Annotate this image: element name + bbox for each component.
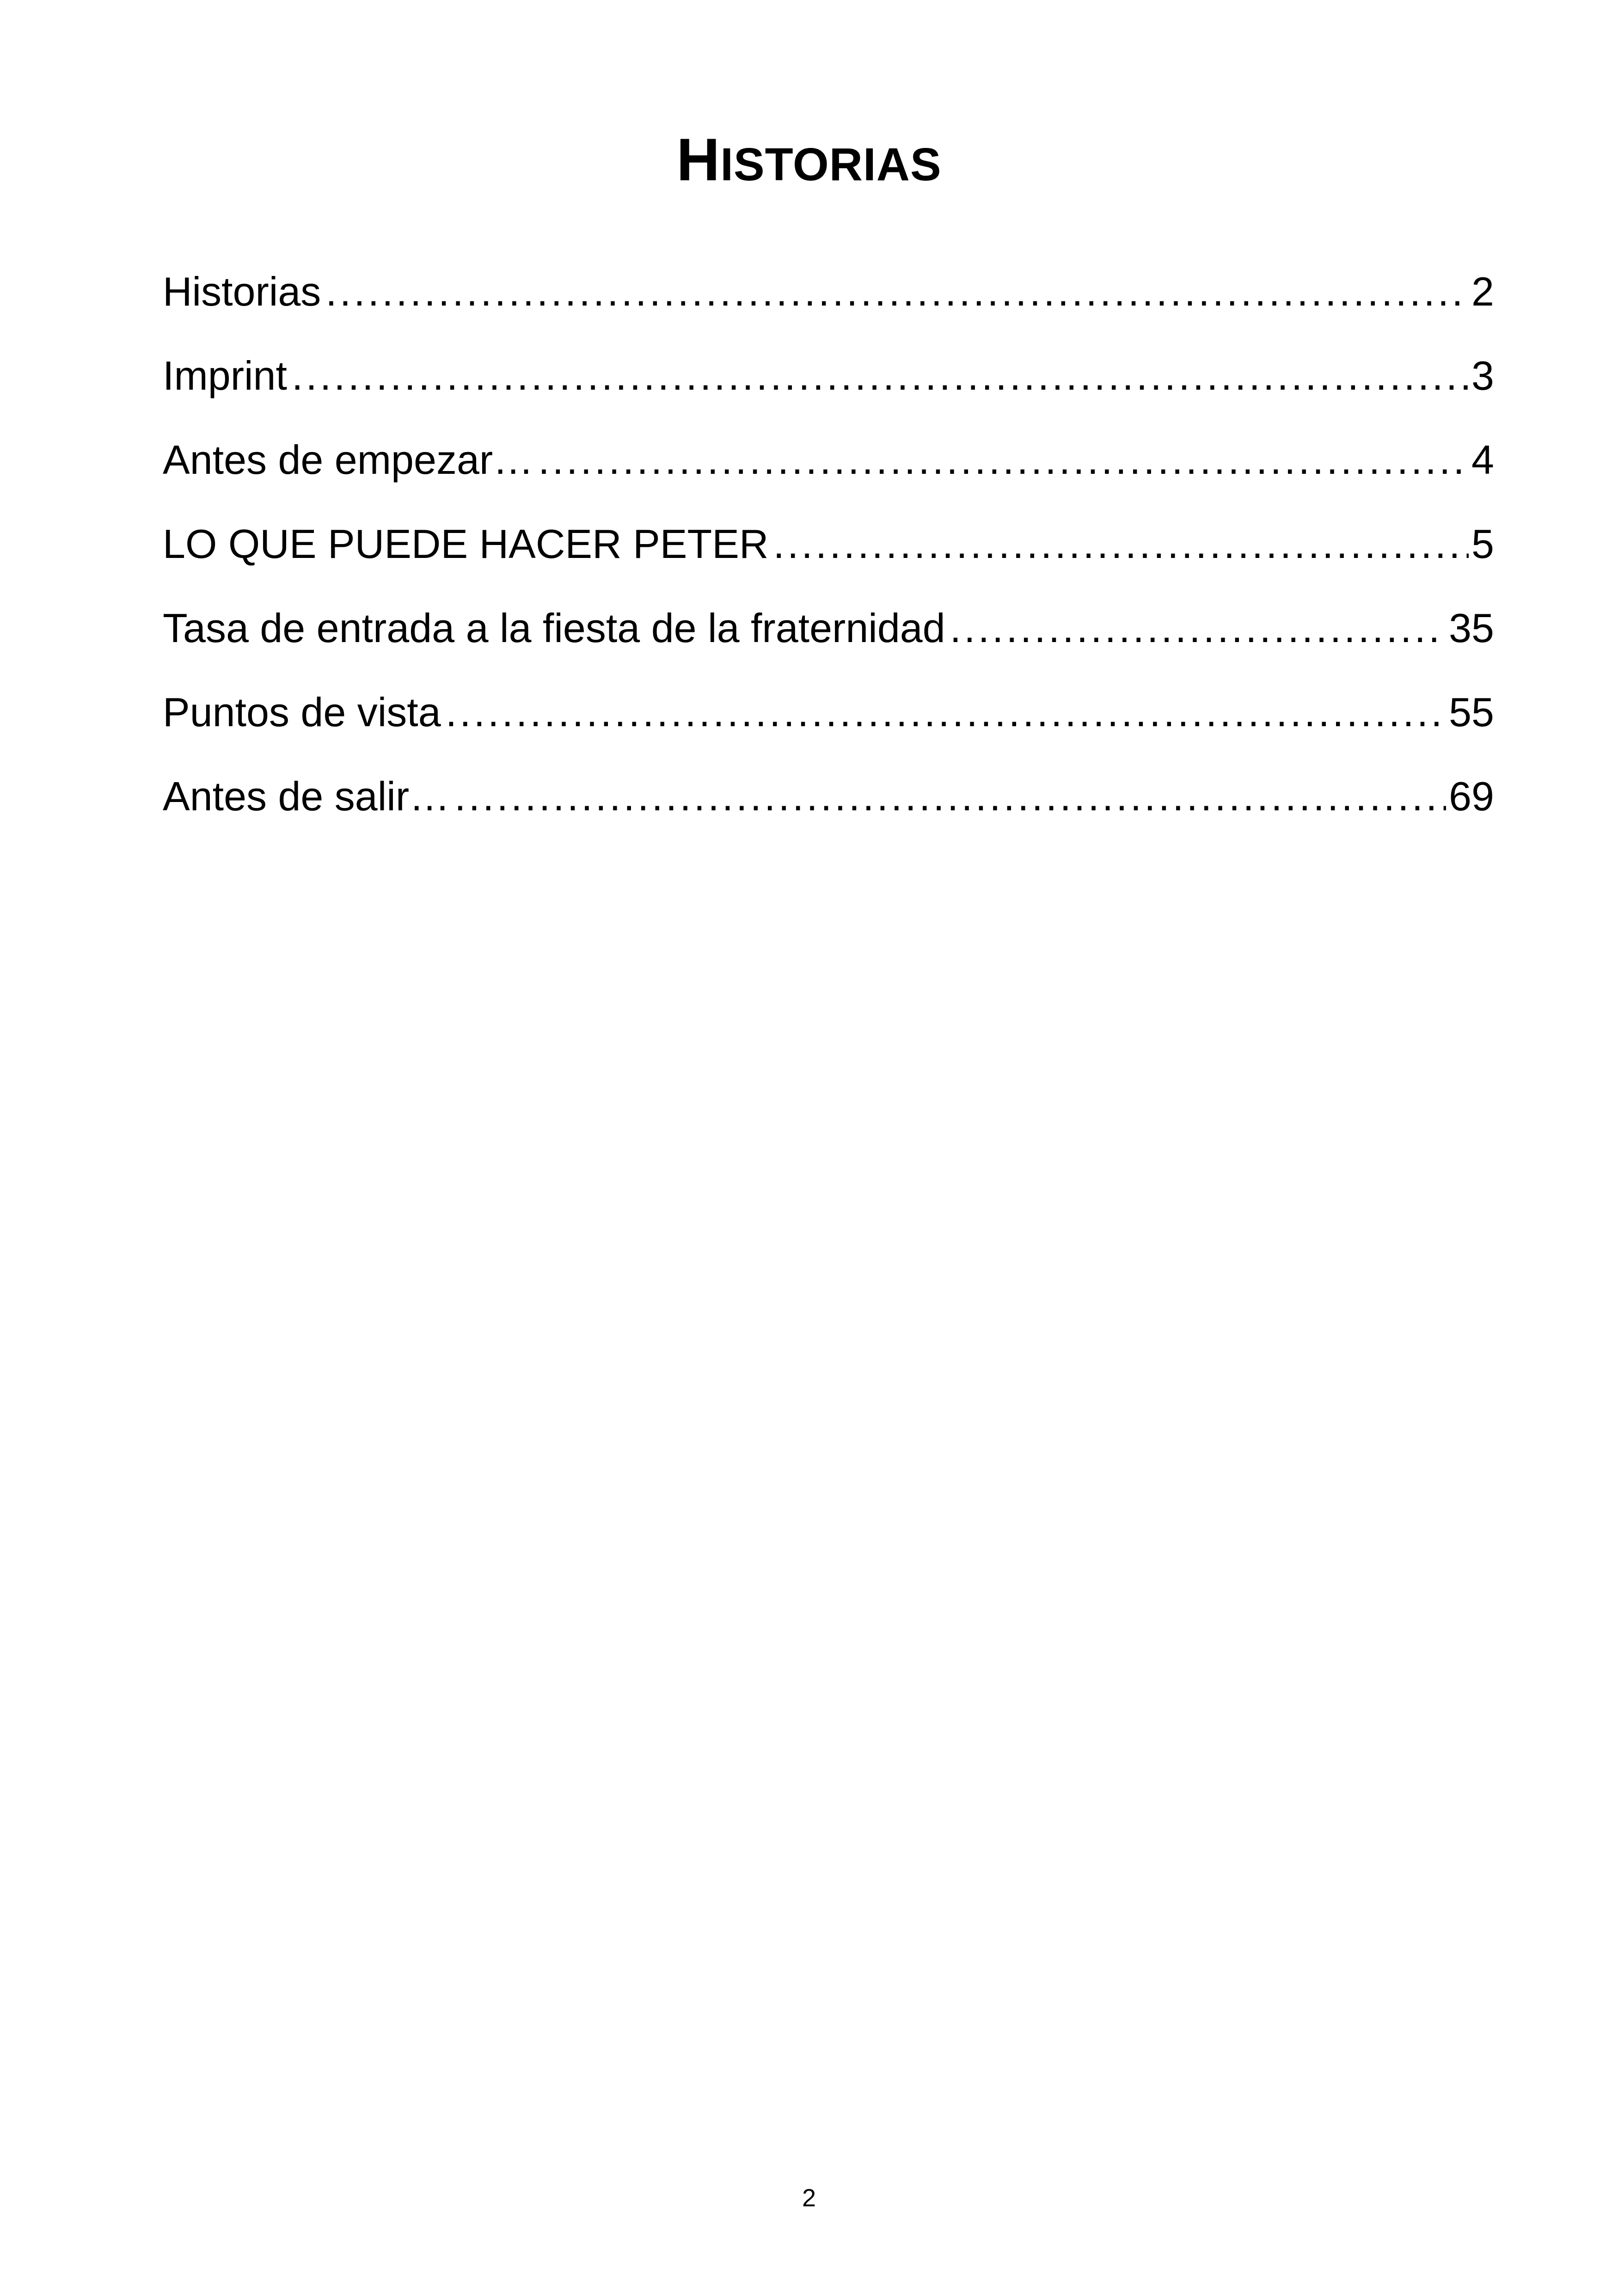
toc-entry-lo-que-puede-hacer-peter[interactable] (163, 502, 1494, 586)
toc-entry-page: 35 (1449, 605, 1494, 651)
page-title-rest: ISTORIAS (720, 139, 942, 190)
toc-entry-puntos-de-vista[interactable] (163, 670, 1494, 754)
toc-entry-tasa-de-entrada[interactable] (163, 586, 1494, 670)
toc-entry-page: 55 (1449, 689, 1494, 735)
toc-entry-antes-de-empezar[interactable] (163, 418, 1494, 502)
toc-entry-label: LO QUE PUEDE HACER PETER (163, 521, 769, 567)
toc-entry-page: 3 (1471, 353, 1494, 398)
toc-entry-label: Antes de empezar… (163, 437, 534, 483)
toc-entry-page: 2 (1471, 269, 1494, 314)
toc-dot-leader (950, 586, 1446, 670)
toc-entry-page: 69 (1449, 773, 1494, 819)
page-title-initial: H (676, 126, 721, 193)
toc-entry-page: 5 (1471, 521, 1494, 567)
toc-entry-label: Tasa de entrada a la fiesta de la fraternidad (163, 605, 945, 651)
page-number: 2 (802, 2184, 816, 2212)
table-of-contents (163, 250, 1494, 839)
toc-entry-historias[interactable] (163, 250, 1494, 334)
toc-entry-antes-de-salir[interactable] (163, 754, 1494, 839)
toc-dot-leader (292, 334, 1469, 418)
toc-dot-leader (538, 418, 1469, 502)
toc-entry-page: 4 (1471, 437, 1494, 483)
toc-dot-leader (325, 250, 1469, 334)
toc-dot-leader (454, 754, 1446, 839)
toc-entry-label: Puntos de vista (163, 689, 441, 735)
toc-dot-leader (773, 502, 1469, 586)
page-title (0, 116, 1618, 208)
toc-entry-imprint[interactable] (163, 334, 1494, 418)
toc-entry-label: Historias (163, 269, 321, 314)
toc-entry-label: Imprint (163, 353, 287, 398)
toc-dot-leader (446, 670, 1446, 754)
toc-entry-label: Antes de salir… (163, 773, 450, 819)
